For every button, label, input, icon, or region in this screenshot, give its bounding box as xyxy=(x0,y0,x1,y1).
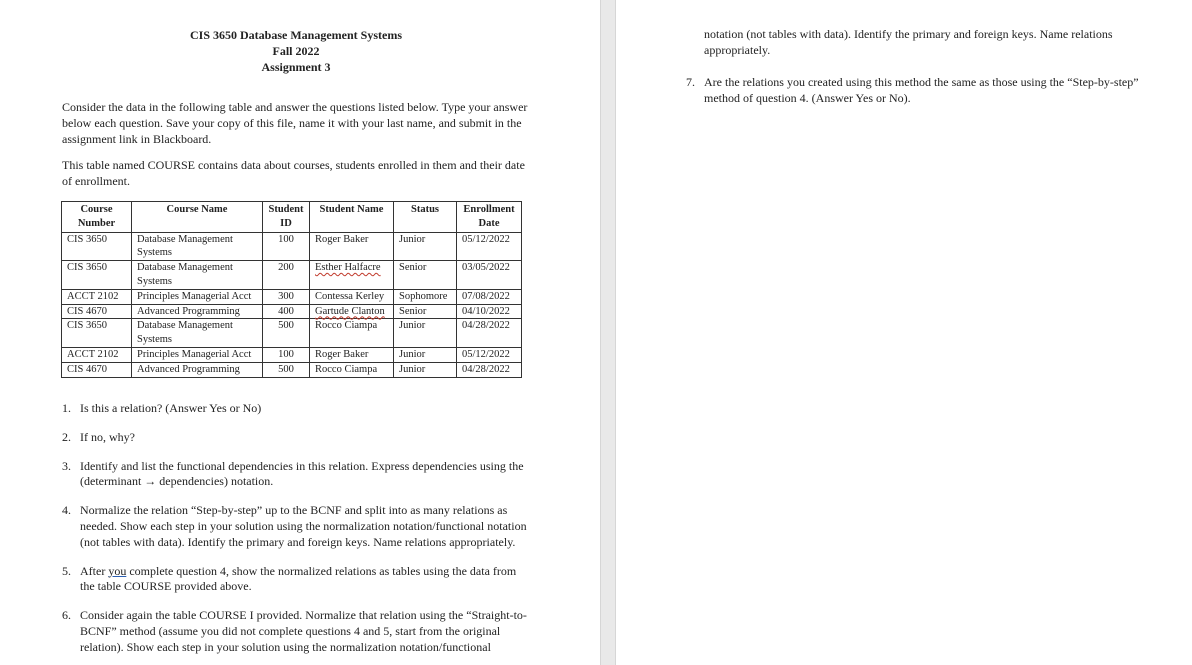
question-7 xyxy=(686,75,1164,107)
table-row xyxy=(62,289,522,304)
question-text: Identify and list the functional dependencies in this relation. Express dependencies using the (determinant → dependencies) notation. xyxy=(80,458,524,489)
cell-student-name: Roger Baker xyxy=(310,347,394,362)
cell-student-id: 300 xyxy=(263,289,310,304)
cell-course-number: CIS 3650 xyxy=(62,232,132,261)
spellcheck-flagged-name[interactable]: Gartude Clanton xyxy=(315,305,385,317)
cell-student-id: 400 xyxy=(263,304,310,319)
table-row xyxy=(62,232,522,261)
question-number: 1. xyxy=(62,401,71,415)
cell-course-name: Advanced Programming xyxy=(132,362,263,377)
header-course-name: Course Name xyxy=(132,202,263,233)
cell-course-name: Database Management Systems xyxy=(132,261,263,290)
cell-course-number: ACCT 2102 xyxy=(62,289,132,304)
question-number: 4. xyxy=(62,503,71,518)
question-text: Consider again the table COURSE I provided. Normalize that relation using the “Straight-to-BCNF” method (assume you did not complete questions 4 and 5, start from the original relation). Show each step in your solution using the normalization notation/functional xyxy=(80,608,527,654)
question-number: 6. xyxy=(62,608,71,623)
table-row xyxy=(62,319,522,348)
cell-student-id: 500 xyxy=(263,319,310,348)
table-description: This table named COURSE contains data about courses, students enrolled in them and their date of enrollment. xyxy=(62,158,525,188)
cell-course-name: Advanced Programming xyxy=(132,304,263,319)
assignment-title: Assignment 3 xyxy=(261,60,331,74)
cell-enrollment-date: 03/05/2022 xyxy=(457,261,522,290)
question-4 xyxy=(62,503,532,550)
header-student-name: Student Name xyxy=(310,202,394,233)
table-row xyxy=(62,261,522,290)
question-text: Are the relations you created using this method the same as those using the “Step-by-step” method of question 4. (Answer Yes or No). xyxy=(704,75,1139,105)
table-row xyxy=(62,347,522,362)
cell-student-id: 100 xyxy=(263,347,310,362)
page-gutter xyxy=(600,0,616,665)
cell-status: Senior xyxy=(394,304,457,319)
spellcheck-flagged-name[interactable]: Esther Halfacre xyxy=(315,262,381,274)
cell-enrollment-date: 07/08/2022 xyxy=(457,289,522,304)
table-header-row xyxy=(62,202,522,233)
question-5 xyxy=(62,564,532,596)
header-status: Status xyxy=(394,202,457,233)
cell-enrollment-date: 04/28/2022 xyxy=(457,362,522,377)
course-table xyxy=(61,201,522,378)
question-text: Is this a relation? (Answer Yes or No) xyxy=(80,401,262,415)
cell-status: Sophomore xyxy=(394,289,457,304)
cell-course-number: CIS 3650 xyxy=(62,261,132,290)
cell-enrollment-date: 05/12/2022 xyxy=(457,347,522,362)
question-2 xyxy=(62,430,532,446)
cell-course-name: Database Management Systems xyxy=(132,319,263,348)
grammar-flagged-word[interactable]: you xyxy=(108,563,127,578)
question-3 xyxy=(62,459,532,491)
question-number: 7. xyxy=(686,75,695,89)
cell-student-id: 100 xyxy=(263,232,310,261)
question-text: Normalize the relation “Step-by-step” up to the BCNF and split into as many relations as needed. Show each step in your solution using the normalization notation/functional notation (not tables with data). Identify the primary and foreign keys. Name relations appropriately. xyxy=(80,503,527,549)
question-number: 2. xyxy=(62,429,71,444)
cell-status: Senior xyxy=(394,261,457,290)
cell-status: Junior xyxy=(394,362,457,377)
cell-student-name xyxy=(310,261,394,290)
cell-course-name: Principles Managerial Acct xyxy=(132,289,263,304)
question-text: If no, why? xyxy=(80,429,135,444)
cell-student-name: Rocco Ciampa xyxy=(310,362,394,377)
intro-paragraph: Consider the data in the following table and answer the questions listed below. Type your answer below each question. Save your copy of this file, name it with your last name, and submit in the assignment link in Blackboard. xyxy=(62,100,528,146)
cell-course-number: ACCT 2102 xyxy=(62,347,132,362)
cell-status: Junior xyxy=(394,347,457,362)
cell-student-id: 500 xyxy=(263,362,310,377)
question-number: 3. xyxy=(62,458,71,473)
question-6 xyxy=(62,608,532,655)
header-student-id: Student ID xyxy=(263,202,310,233)
table-row xyxy=(62,362,522,377)
question-number: 5. xyxy=(62,563,71,578)
cell-student-name: Rocco Ciampa xyxy=(310,319,394,348)
cell-student-id: 200 xyxy=(263,261,310,290)
cell-course-number: CIS 4670 xyxy=(62,362,132,377)
cell-course-name: Database Management Systems xyxy=(132,232,263,261)
question-text-before: After xyxy=(80,563,109,578)
document-page-right[interactable] xyxy=(616,0,1192,665)
term-label: Fall 2022 xyxy=(272,44,320,58)
question-text-after: complete question 4, show the normalized relations as tables using the data from the table COURSE provided above. xyxy=(80,563,517,594)
cell-course-number: CIS 4670 xyxy=(62,304,132,319)
question-6-continued: notation (not tables with data). Identify the primary and foreign keys. Name relations appropriately. xyxy=(704,27,1113,57)
cell-student-name: Roger Baker xyxy=(310,232,394,261)
course-title: CIS 3650 Database Management Systems xyxy=(190,28,402,42)
cell-enrollment-date: 04/10/2022 xyxy=(457,304,522,319)
table-row xyxy=(62,304,522,319)
header-enrollment-date: Enrollment Date xyxy=(457,202,522,233)
cell-status: Junior xyxy=(394,232,457,261)
cell-student-name: Contessa Kerley xyxy=(310,289,394,304)
cell-course-number: CIS 3650 xyxy=(62,319,132,348)
cell-status: Junior xyxy=(394,319,457,348)
question-1 xyxy=(62,401,532,417)
cell-course-name: Principles Managerial Acct xyxy=(132,347,263,362)
cell-student-name xyxy=(310,304,394,319)
document-header xyxy=(60,27,532,75)
cell-enrollment-date: 04/28/2022 xyxy=(457,319,522,348)
header-course-number: Course Number xyxy=(62,202,132,233)
cell-enrollment-date: 05/12/2022 xyxy=(457,232,522,261)
question-list xyxy=(62,401,532,656)
